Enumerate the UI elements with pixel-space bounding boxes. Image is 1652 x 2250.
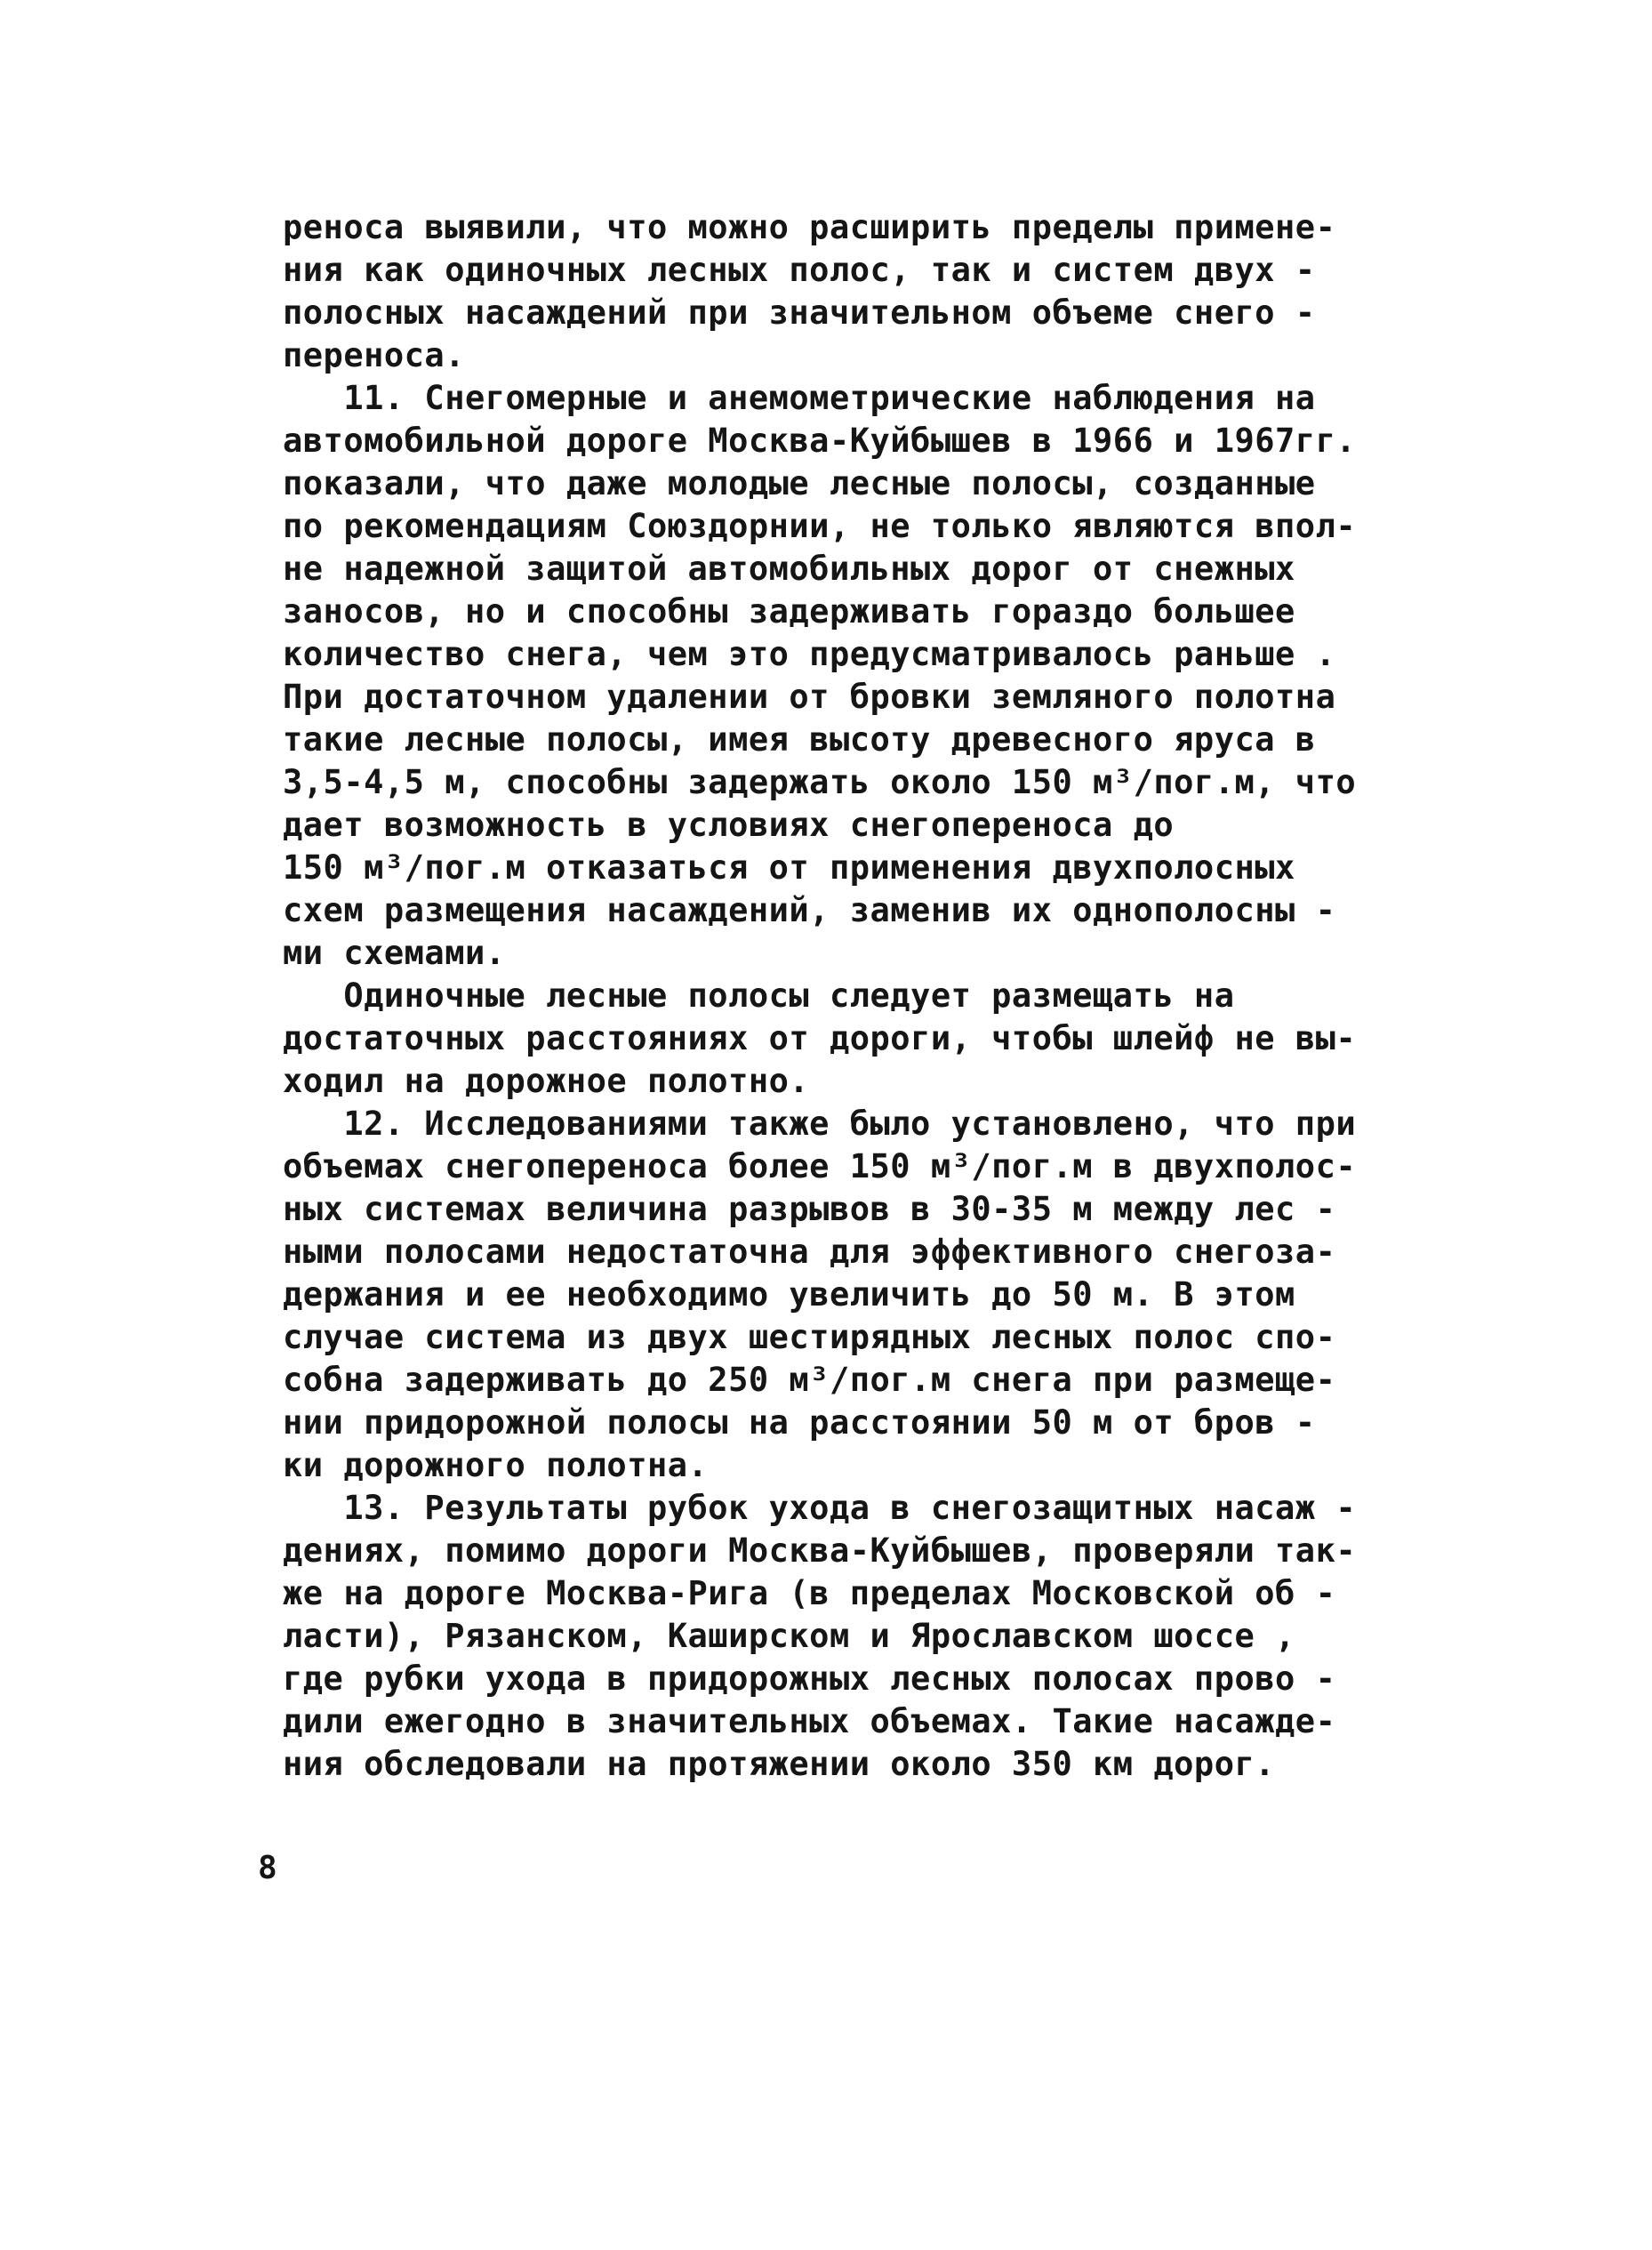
text-line: собна задерживать до 250 м³/пог.м снега при размеще- xyxy=(283,1361,1336,1399)
text-line: не надежной защитой автомобильных дорог от снежных xyxy=(283,550,1295,588)
page-number: 8 xyxy=(258,1850,277,1886)
text-line: ния обследовали на протяжении около 350 км дорог. xyxy=(283,1745,1276,1783)
text-line: случае система из двух шестирядных лесных полос спо- xyxy=(283,1318,1336,1356)
text-line: ходил на дорожное полотно. xyxy=(283,1062,810,1100)
text-line: заносов, но и способны задерживать гораздо большее xyxy=(283,592,1295,631)
text-line: дениях, помимо дороги Москва-Куйбышев, проверяли так- xyxy=(283,1531,1357,1570)
paragraph xyxy=(283,975,1439,1103)
paragraph xyxy=(283,206,1439,377)
text-line: ных системах величина разрывов в 30-35 м между лес - xyxy=(283,1190,1336,1228)
text-line: ки дорожного полотна. xyxy=(283,1446,709,1484)
text-line: Одиночные лесные полосы следует размещать на xyxy=(283,976,1235,1015)
text-line: полосных насаждений при значительном объеме снего - xyxy=(283,293,1316,332)
text-line: дили ежегодно в значительных объемах. Такие насажде- xyxy=(283,1702,1336,1740)
text-line: ными полосами недостаточна для эффективного снегоза- xyxy=(283,1233,1336,1271)
text-line: схем размещения насаждений, заменив их однополосны - xyxy=(283,891,1336,929)
text-line: держания и ее необходимо увеличить до 50 м. В этом xyxy=(283,1275,1295,1314)
text-line: показали, что даже молодые лесные полосы, созданные xyxy=(283,464,1316,502)
body-text xyxy=(283,206,1439,1786)
text-line: дает возможность в условиях снегопереноса до xyxy=(283,806,1175,844)
text-line: 12. Исследованиями также было установлено, что при xyxy=(283,1105,1357,1143)
text-line: реноса выявили, что можно расширить пределы примене- xyxy=(283,208,1336,246)
text-line: ния как одиночных лесных полос, так и систем двух - xyxy=(283,251,1316,289)
paragraph xyxy=(283,377,1439,975)
text-line: автомобильной дороге Москва-Куйбышев в 1966 и 1967гг. xyxy=(283,422,1357,460)
text-line: 13. Результаты рубок ухода в снегозащитных насаж - xyxy=(283,1489,1357,1527)
text-line: где рубки ухода в придорожных лесных полосах прово - xyxy=(283,1659,1336,1698)
text-line: нии придорожной полосы на расстоянии 50 м от бров - xyxy=(283,1403,1316,1442)
text-line: ласти), Рязанском, Каширском и Ярославском шоссе , xyxy=(283,1617,1295,1655)
text-line: переноса. xyxy=(283,336,465,374)
text-line: объемах снегопереноса более 150 м³/пог.м в двухполос- xyxy=(283,1147,1357,1185)
text-line: же на дороге Москва-Рига (в пределах Московской об - xyxy=(283,1574,1336,1612)
text-line: 3,5-4,5 м, способны задержать около 150 м³/пог.м, что xyxy=(283,763,1357,801)
text-line: При достаточном удалении от бровки земляного полотна xyxy=(283,678,1336,716)
paragraph xyxy=(283,1103,1439,1487)
text-line: по рекомендациям Союздорнии, не только являются впол- xyxy=(283,507,1357,545)
text-line: достаточных расстояниях от дороги, чтобы шлейф не вы- xyxy=(283,1019,1357,1057)
text-line: 11. Снегомерные и анемометрические наблюдения на xyxy=(283,379,1316,417)
text-line: ми схемами. xyxy=(283,934,506,972)
text-line: 150 м³/пог.м отказаться от применения двухполосных xyxy=(283,848,1295,887)
text-line: такие лесные полосы, имея высоту древесного яруса в xyxy=(283,720,1316,759)
paragraph xyxy=(283,1487,1439,1786)
text-line: количество снега, чем это предусматривалось раньше . xyxy=(283,635,1336,673)
